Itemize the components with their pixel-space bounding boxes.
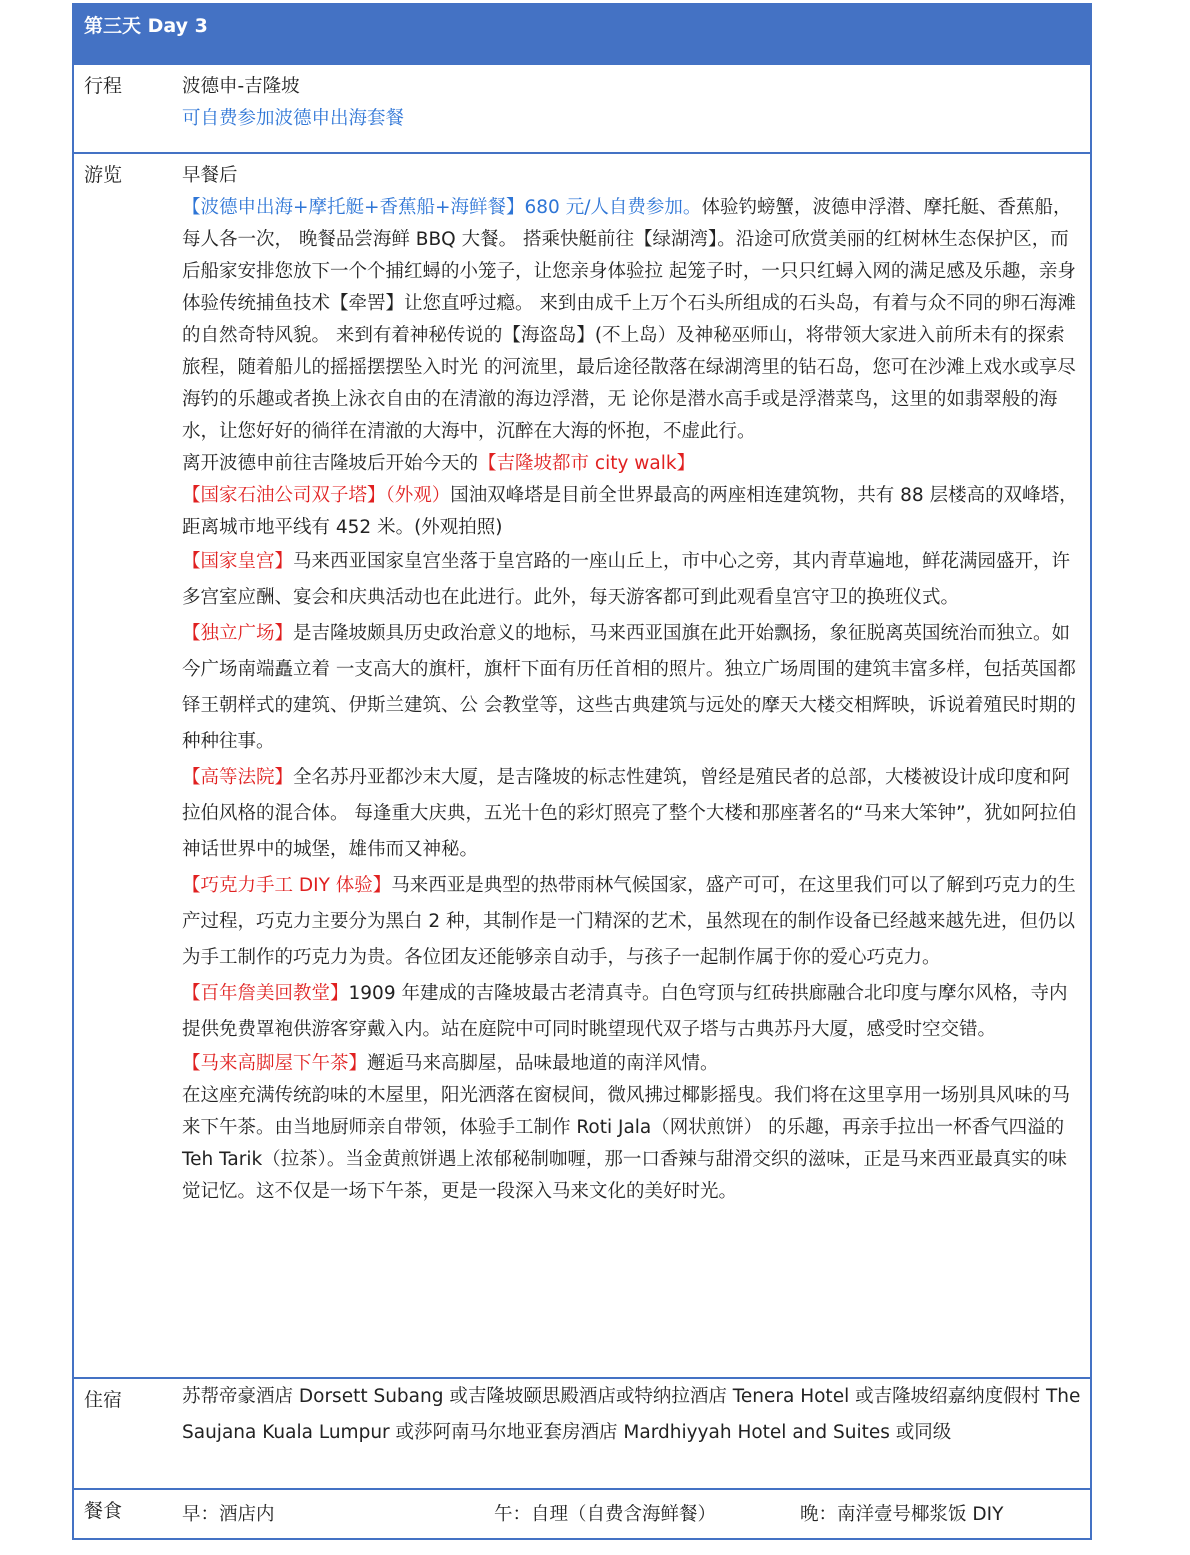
hotel-text: 苏帮帝豪酒店 Dorsett Subang 或吉隆坡颐思殿酒店或特纳拉酒店 Tenera Hotel 或吉隆坡绍嘉纳度假村 The Saujana Kuala Lumpur 或莎阿南马尔地亚套房酒店 Mardhiyyah Hotel and Suites 或同级 xyxy=(182,1386,1081,1443)
city-walk-title: 【吉隆坡都市 city walk】 xyxy=(478,453,696,474)
court-text: 全名苏丹亚都沙末大厦，是吉隆坡的标志性建筑，曾经是殖民者的总部，大楼被设计成印度和阿拉伯风格的混合体。 每逢重大庆典，五光十色的彩灯照亮了整个大楼和那座著名的“马来大笨钟”，犹如阿拉伯神话世界中的城堡，雄伟而又神秘。 xyxy=(182,767,1077,860)
court-paragraph xyxy=(182,760,1082,868)
mosque-paragraph xyxy=(182,976,1082,1048)
tour-row xyxy=(74,152,1090,1377)
mosque-title: 【百年詹美回教堂】 xyxy=(182,983,349,1004)
hotel-content xyxy=(182,1379,1090,1451)
palace-title: 【国家皇宫】 xyxy=(182,551,294,572)
hotel-label: 住宿 xyxy=(84,1389,123,1411)
court-title: 【高等法院】 xyxy=(182,767,294,788)
city-walk-prefix: 离开波德申前往吉隆坡后开始今天的 xyxy=(182,453,479,474)
tea-paragraph xyxy=(182,1048,1082,1080)
itinerary-table xyxy=(72,3,1092,1540)
tour-intro: 早餐后 xyxy=(182,165,238,186)
meals-label: 餐食 xyxy=(84,1500,123,1522)
chocolate-text: 马来西亚是典型的热带雨林气候国家，盛产可可，在这里我们可以了解到巧克力的生产过程，巧克力主要分为黑白 2 种，其制作是一门精深的艺术，虽然现在的制作设备已经越来越先进，但仍以为手工制作的巧克力为贵。各位团友还能够亲自动手，与孩子一起制作属于你的爱心巧克力。 xyxy=(182,875,1076,968)
dinner-text: 晚：南洋壹号椰浆饭 DIY xyxy=(800,1504,1004,1525)
lunch-text: 午：自理（自费含海鲜餐） xyxy=(494,1504,717,1525)
square-paragraph xyxy=(182,616,1082,760)
hotel-row xyxy=(74,1377,1090,1488)
itinerary-label: 行程 xyxy=(84,75,123,97)
tea-text: 邂逅马来高脚屋，品味最地道的南洋风情。 xyxy=(367,1053,719,1074)
chocolate-title: 【巧克力手工 DIY 体验】 xyxy=(182,875,392,896)
palace-paragraph xyxy=(182,544,1082,616)
twin-towers-paragraph xyxy=(182,480,1082,544)
tour-label: 游览 xyxy=(84,164,123,186)
itinerary-content xyxy=(182,65,1090,135)
sea-package-paragraph xyxy=(182,192,1082,448)
itinerary-row xyxy=(74,63,1090,152)
meals-content xyxy=(182,1490,1090,1526)
twin-towers-text: 国油双峰塔是目前全世界最高的两座相连建筑物，共有 88 层楼高的双峰塔，距离城市地平线有 452 米。(外观拍照) xyxy=(182,485,1078,538)
square-title: 【独立广场】 xyxy=(182,623,294,644)
sea-package-title: 【波德申出海+摩托艇+香蕉船+海鲜餐】680 元/人自费参加。 xyxy=(182,197,702,218)
mosque-text: 1909 年建成的吉隆坡最古老清真寺。白色穹顶与红砖拱廊融合北印度与摩尔风格，寺内提供免费罩袍供游客穿戴入内。站在庭院中可同时眺望现代双子塔与古典苏丹大厦，感受时空交错。 xyxy=(182,983,1068,1040)
meals-row xyxy=(74,1488,1090,1538)
chocolate-paragraph xyxy=(182,868,1082,976)
square-text: 是吉隆坡颇具历史政治意义的地标，马来西亚国旗在此开始飘扬，象征脱离英国统治而独立。如今广场南端矗立着 一支高大的旗杆，旗杆下面有历任首相的照片。独立广场周围的建筑丰富多样，包括英国都铎王朝样式的建筑、伊斯兰建筑、公 会教堂等，这些古典建筑与远处的摩天大楼交相辉映，诉说着殖民时期的种种往事。 xyxy=(182,623,1076,752)
breakfast-text: 早：酒店内 xyxy=(182,1504,275,1525)
tea-detail: 在这座充满传统韵味的木屋里，阳光洒落在窗棂间，微风拂过椰影摇曳。我们将在这里享用一场别具风味的马来下午茶。由当地厨师亲自带领，体验手工制作 Roti Jala（网状煎饼） 的乐趣，再亲手拉出一杯香气四溢的 Teh Tarik（拉茶）。当金黄煎饼遇上浓郁秘制咖喱，那一口香辣与甜滑交织的滋味，正是马来西亚最真实的味觉记忆。这不仅是一场下午茶，更是一段深入马来文化的美好时光。 xyxy=(182,1085,1071,1202)
sea-package-text: 体验钓螃蟹，波德申浮潜、摩托艇、香蕉船，每人各一次， 晚餐品尝海鲜 BBQ 大餐。 搭乘快艇前往【绿湖湾】。沿途可欣赏美丽的红树林生态保护区，而后船家安排您放下一个个捕红蟳的小笼子，让您亲身体验拉 起笼子时，一只只红蟳入网的满足感及乐趣，亲身体验传统捕鱼技术【牵罟】让您直呼过瘾。 来到由成千上万个石头所组成的石头岛，有着与众不同的卵石海滩的自然奇特风貌。 来到有着神秘传说的【海盗岛】(不上岛）及神秘巫师山，将带领大家进入前所未有的探索旅程，随着船儿的摇摇摆摆坠入时光 的河流里，最后途径散落在绿湖湾里的钻石岛，您可在沙滩上戏水或享尽海钓的乐趣或者换上泳衣自由的在清澈的海边浮潜，无 论你是潜水高手或是浮潜菜鸟，这里的如翡翠般的海水，让您好好的徜徉在清澈的大海中，沉醉在大海的怀抱，不虚此行。 xyxy=(182,197,1076,442)
twin-towers-title: 【国家石油公司双子塔】（外观） xyxy=(182,485,451,506)
optional-package-text: 可自费参加波德申出海套餐 xyxy=(182,108,405,129)
tea-title: 【马来高脚屋下午茶】 xyxy=(182,1053,368,1074)
route-text: 波德申-吉隆坡 xyxy=(182,76,300,97)
day-title: 第三天 Day 3 xyxy=(74,5,1090,63)
tour-content xyxy=(182,154,1090,1208)
city-walk-paragraph xyxy=(182,448,1082,480)
palace-text: 马来西亚国家皇宫坐落于皇宫路的一座山丘上，市中心之旁，其内青草遍地，鲜花满园盛开，许多宫室应酬、宴会和庆典活动也在此进行。此外，每天游客都可到此观看皇宫守卫的换班仪式。 xyxy=(182,551,1071,608)
